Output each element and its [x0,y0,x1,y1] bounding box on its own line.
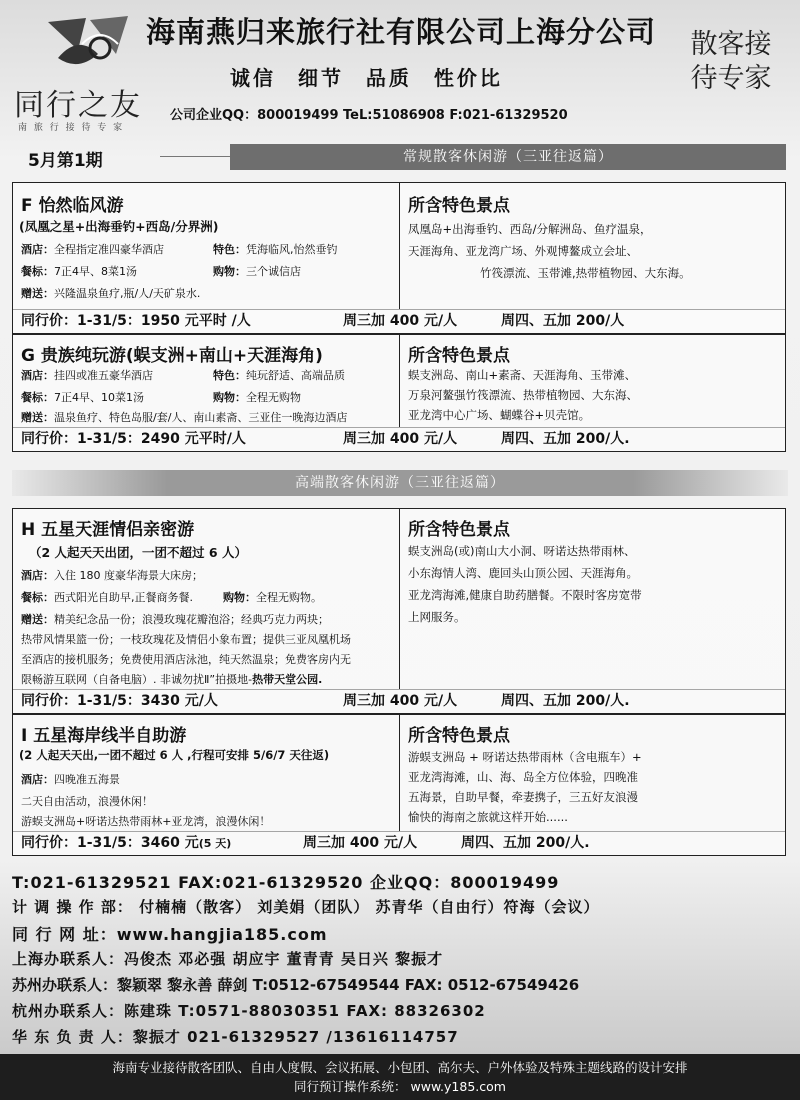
tour-h-shopping: 购物：全程无购物。 [223,591,322,604]
tour-h-spots-title: 所含特色景点 [408,520,510,540]
tour-i-spot-line: 游蜈支洲岛 + 呀诺达热带雨林（含电瓶车）+ [408,750,642,764]
tour-i-spot-line: 五海景，自助早餐，牵妻携子，三五好友浪漫 [408,790,638,804]
tour-f-price-row [12,309,786,334]
tour-i-price-thu: 周四、五加 200/人. [461,835,590,851]
tour-g-spots [400,335,785,427]
tour-g-hotel: 酒店：挂四或准五豪华酒店 [21,369,153,382]
footer-east-china-head: 华 东 负 责 人：黎振才 021-61329527 /13616114757 [12,1028,459,1046]
tour-g-details [13,335,400,427]
tour-g-price-wed: 周三加 400 元/人 [343,431,458,447]
tour-h-price: 同行价：1-31/5：3430 元/人 [21,693,218,709]
divider [160,156,230,157]
tour-i-price: 同行价：1-31/5：3460 元(5 天) [21,835,232,851]
tour-f-details [13,183,400,309]
tour-h-title: H 五星天涯情侣亲密游 [21,520,195,540]
bottom-info-bar [0,1054,800,1100]
tour-h-price-wed: 周三加 400 元/人 [343,693,458,709]
logo-icon [38,14,138,76]
slogan: 诚信 细节 品质 性价比 [230,66,503,90]
tour-f-spot-line: 天涯海角、亚龙湾广场、外观博鳌成立会址、 [408,244,638,258]
tour-g-price: 同行价：1-31/5：2490 元平时/人 [21,431,246,447]
tour-i-title: I 五星海岸线半自助游 [21,726,187,746]
tour-g-spot-line: 亚龙湾中心广场、蝴蝶谷+贝壳馆。 [408,408,591,422]
expert-tagline [672,28,790,96]
tour-f-hotel: 酒店：全程指定准四豪华酒店 [21,243,164,256]
tour-f-price-thu: 周四、五加 200/人 [501,313,625,329]
issue-label: 5月第1期 [28,151,103,171]
footer-suzhou-contacts: 苏州办联系人：黎颖翠 黎永善 薛剑 T:0512-67549544 FAX: 0512-67549426 [12,976,580,994]
tour-i-line: 二天自由活动，浪漫休闲！ [21,795,153,808]
tour-h-spots [400,509,785,689]
banner-regular: 常规散客休闲游（三亚往返篇） [230,144,786,170]
tour-f-feature: 特色：凭海临风,怡然垂钓 [213,243,338,256]
company-name: 海南燕归来旅行社有限公司上海分公司 [146,15,657,49]
tour-h-spot-line: 小东海情人湾、鹿回头山顶公园、天涯海角。 [408,566,638,580]
tour-h-price-row [12,689,786,714]
tour-i-hotel: 酒店：四晚准五海景 [21,773,120,786]
bottom-bar-booking: 同行预订操作系统： www.y185.com [294,1079,506,1094]
tour-f-title: F 怡然临风游 [21,196,124,216]
tour-g-spot-line: 万泉河鳌强竹筏漂流、热带植物园、大东海、 [408,388,638,402]
footer-shanghai-contacts: 上海办联系人：冯俊杰 邓必强 胡应宇 董青青 吴日兴 黎振才 [12,950,444,968]
brand-logotype: 同行之友 [14,88,142,123]
tour-g-feature: 特色：纯玩舒适、高端品质 [213,369,345,382]
tour-i-spots-title: 所含特色景点 [408,726,510,746]
tour-h-hotel: 酒店：入住 180 度豪华海景大床房； [21,569,203,582]
tour-i-spot-line: 亚龙湾海滩，山、海、岛全方位体验，四晚准 [408,770,638,784]
tour-f-gift: 赠送：兴隆温泉鱼疗,瓶/人/天矿泉水. [21,287,201,300]
tour-h-route: （2 人起天天出团，一团不超过 6 人） [29,545,247,560]
tour-g-spots-title: 所含特色景点 [408,346,510,366]
tour-card-h [12,508,786,690]
tour-h-spot-line: 亚龙湾海滩,健康自助药膳餐。不限时客房宽带 [408,588,642,602]
footer-phone-line: T:021-61329521 FAX:021-61329520 企业QQ：800019499 [12,873,560,892]
tour-g-title: G 贵族纯玩游(蜈支洲+南山+天涯海角) [21,346,323,366]
brand-subtitle: 南 旅 行 接 待 专 家 [18,123,125,133]
tour-f-spot-line: 竹筏漂流、玉带滩,热带植物园、大东海。 [480,266,691,280]
tour-g-shopping: 购物：全程无购物 [213,391,301,404]
tour-f-shopping: 购物：三个诚信店 [213,265,301,278]
tour-f-spots [400,183,785,309]
tour-i-details [13,715,400,831]
tour-i-spot-line: 愉快的海南之旅就这样开始...... [408,810,568,824]
tour-h-gift: 赠送：精美纪念品一份；浪漫玫瑰花瓣泡浴；经典巧克力两块； [21,613,329,626]
expert-line-1: 散客接 [690,29,772,60]
tour-i-line: 游蜈支洲岛+呀诺达热带雨林+亚龙湾，浪漫休闲！ [21,815,271,828]
tour-f-spot-line: 凤凰岛+出海垂钓、西岛/分解洲岛、鱼疗温泉， [408,222,652,236]
tour-h-details [13,509,400,689]
footer-website: 同 行 网 址：www.hangjia185.com [12,925,328,944]
company-contact: 公司企业QQ：800019499 TeL:51086908 F:021-61329520 [170,108,568,123]
tour-i-spots [400,715,785,831]
tour-h-gift-line: 热带风情果篮一份；一枝玫瑰花及情侣小象布置；提供三亚凤凰机场 [21,633,351,646]
tour-g-spot-line: 蜈支洲岛、南山+素斋、天涯海角、玉带滩、 [408,368,637,382]
tour-h-gift-line: 至酒店的接机服务；免费使用酒店泳池，纯天然温泉；免费客房内无 [21,653,351,666]
tour-g-price-thu: 周四、五加 200/人. [501,431,630,447]
banner-premium: 高端散客休闲游（三亚往返篇） [12,470,788,496]
tour-h-gift-line: 限畅游互联网（自备电脑）. 非诚勿扰Ⅱ”拍摄地-热带天堂公园. [21,673,323,686]
tour-h-price-thu: 周四、五加 200/人. [501,693,630,709]
tour-f-route: (凤凰之星+出海垂钓+西岛/分界洲) [19,219,219,234]
tour-i-price-wed: 周三加 400 元/人 [303,835,418,851]
tour-f-meal: 餐标：7正4早、8菜1汤 [21,265,137,278]
tour-card-f [12,182,786,310]
tour-f-spots-title: 所含特色景点 [408,196,510,216]
bottom-bar-services: 海南专业接待散客团队、自由人度假、会议拓展、小包团、高尔夫、户外体验及特殊主题线路的设计安排 [112,1060,688,1075]
tour-h-meal: 餐标：西式阳光自助早,正餐商务餐. [21,591,193,604]
tour-i-price-row [12,831,786,856]
footer-operations: 计 调 操 作 部： 付楠楠（散客） 刘美娟（团队） 苏青华（自由行）符海（会议） [12,898,600,916]
tour-g-price-row [12,427,786,452]
tour-i-route: (2 人起天天出,一团不超过 6 人 ,行程可安排 5/6/7 天往返) [19,748,330,762]
tour-g-gift: 赠送：温泉鱼疗、特色岛服/套/人、南山素斋、三亚住一晚海边酒店 [21,411,348,424]
tour-f-price-wed: 周三加 400 元/人 [343,313,458,329]
tour-g-meal: 餐标：7正4早、10菜1汤 [21,391,144,404]
footer-hangzhou-contacts: 杭州办联系人：陈建珠 T:0571-88030351 FAX: 88326302 [12,1002,486,1020]
expert-line-2: 待专家 [690,63,772,94]
tour-card-g [12,334,786,428]
tour-f-price: 同行价：1-31/5：1950 元平时 /人 [21,313,251,329]
tour-h-spot-line: 蜈支洲岛(或)南山大小洞、呀诺达热带雨林、 [408,544,636,558]
tour-card-i [12,714,786,832]
tour-h-spot-line: 上网服务。 [408,610,466,624]
